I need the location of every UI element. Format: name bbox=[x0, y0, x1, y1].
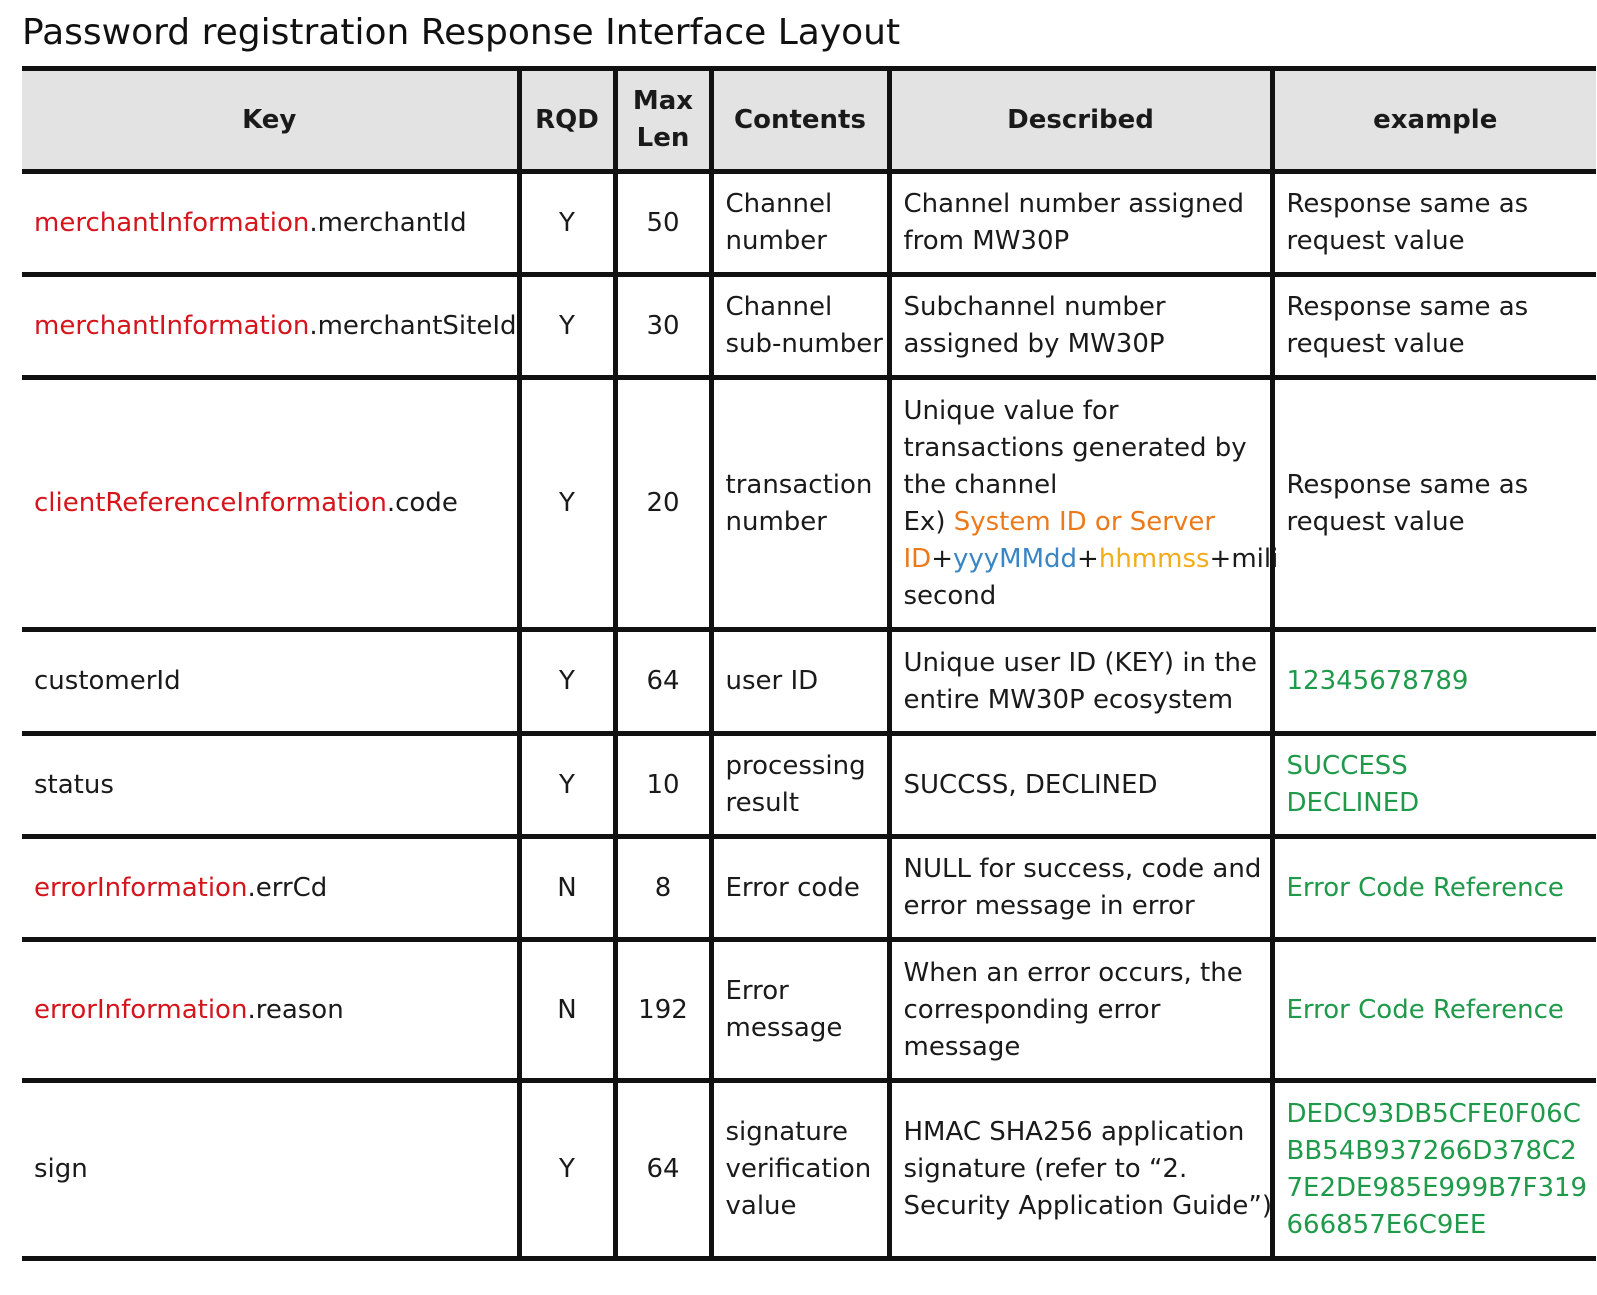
key-suffix: .merchantSiteId bbox=[309, 310, 517, 341]
page-title: Password registration Response Interface Layout bbox=[22, 12, 901, 53]
example-line: 12345678789 bbox=[1286, 666, 1469, 696]
key-suffix: .code bbox=[386, 488, 458, 518]
described-line: error message in error bbox=[903, 891, 1195, 921]
table-row bbox=[22, 1081, 1596, 1259]
max-len-cell: 8 bbox=[615, 837, 711, 940]
described-line: second bbox=[903, 580, 997, 611]
contents-line: transaction bbox=[725, 469, 873, 500]
example-line: request value bbox=[1286, 226, 1465, 256]
contents-cell bbox=[711, 940, 889, 1081]
described-cell bbox=[889, 630, 1272, 734]
header-max-len bbox=[615, 69, 711, 172]
contents-line: value bbox=[725, 1191, 797, 1221]
example-line: Response same as bbox=[1286, 189, 1529, 219]
contents-line: Error code bbox=[725, 872, 860, 903]
key-prefix: merchantInformation bbox=[34, 207, 310, 238]
contents-line: processing bbox=[725, 751, 866, 781]
contents-cell bbox=[711, 378, 889, 630]
described-cell bbox=[889, 940, 1272, 1081]
example-cell bbox=[1272, 734, 1596, 837]
described-line: SUCCSS, DECLINED bbox=[903, 769, 1158, 800]
header-described: Described bbox=[889, 69, 1272, 172]
rqd-cell: N bbox=[519, 837, 615, 940]
key-cell bbox=[22, 172, 519, 275]
example-cell bbox=[1272, 837, 1596, 940]
example-line: Response same as bbox=[1286, 469, 1529, 500]
header-key: Key bbox=[22, 69, 519, 172]
header-max-len-line1: Max bbox=[632, 86, 694, 116]
key-prefix: merchantInformation bbox=[34, 310, 310, 341]
max-len-cell: 30 bbox=[615, 275, 711, 378]
described-example-line bbox=[904, 504, 1258, 541]
rqd-cell: Y bbox=[519, 275, 615, 378]
contents-line: Error bbox=[725, 976, 789, 1006]
described-cell bbox=[889, 378, 1279, 630]
contents-line: message bbox=[725, 1013, 843, 1043]
described-cell bbox=[889, 734, 1272, 837]
example-line: BB54B937266D378C2 bbox=[1286, 1135, 1577, 1166]
max-len-cell: 50 bbox=[615, 172, 711, 275]
described-line: HMAC SHA256 application bbox=[903, 1117, 1245, 1147]
contents-cell bbox=[711, 630, 889, 734]
key-prefix: clientReferenceInformation bbox=[34, 488, 387, 518]
ex-system-id: System ID or Server bbox=[953, 506, 1216, 537]
key-cell bbox=[22, 837, 519, 940]
ex-label: Ex) bbox=[903, 506, 954, 537]
contents-line: sub-number bbox=[725, 329, 883, 359]
described-cell bbox=[889, 172, 1272, 275]
contents-line: Channel bbox=[725, 292, 833, 322]
contents-line: signature bbox=[725, 1117, 848, 1147]
described-line: message bbox=[903, 1031, 1021, 1062]
max-len-cell: 192 bbox=[615, 940, 711, 1081]
described-line: NULL for success, code and bbox=[903, 854, 1262, 884]
contents-cell bbox=[711, 172, 889, 275]
table-header-row bbox=[22, 69, 1596, 172]
ex-system-id-end: ID bbox=[903, 543, 932, 574]
rqd-cell: Y bbox=[519, 734, 615, 837]
contents-line: number bbox=[725, 226, 827, 256]
header-rqd: RQD bbox=[519, 69, 615, 172]
key-cell bbox=[22, 940, 519, 1081]
described-line: Channel number assigned bbox=[903, 189, 1244, 219]
example-cell bbox=[1272, 630, 1596, 734]
key-suffix: .errCd bbox=[247, 872, 328, 903]
example-line: 666857E6C9EE bbox=[1286, 1209, 1487, 1240]
contents-line: Channel bbox=[725, 189, 833, 219]
key-prefix: errorInformation bbox=[34, 994, 248, 1025]
described-line: Unique value for bbox=[903, 395, 1119, 426]
contents-line: verification bbox=[725, 1154, 872, 1184]
example-line: Response same as bbox=[1286, 292, 1529, 322]
ex-plus: + bbox=[1077, 543, 1099, 574]
interface-layout-table bbox=[22, 66, 1596, 1261]
rqd-cell: Y bbox=[519, 630, 615, 734]
contents-line: result bbox=[725, 788, 800, 818]
described-cell bbox=[889, 275, 1272, 378]
example-line: DEDC93DB5CFE0F06C bbox=[1286, 1098, 1581, 1129]
described-cell bbox=[889, 837, 1272, 940]
rqd-cell: Y bbox=[519, 172, 615, 275]
rqd-cell: N bbox=[519, 940, 615, 1081]
described-line: signature (refer to “2. bbox=[903, 1154, 1188, 1184]
contents-cell bbox=[711, 1081, 889, 1259]
example-line: 7E2DE985E999B7F319 bbox=[1286, 1172, 1588, 1203]
ex-date: yyyMMdd bbox=[953, 543, 1078, 574]
ex-plus: + bbox=[931, 543, 953, 574]
described-line: corresponding error bbox=[903, 994, 1161, 1025]
described-line: assigned by MW30P bbox=[903, 329, 1165, 359]
key-cell bbox=[22, 378, 519, 630]
example-line: SUCCESS bbox=[1286, 751, 1408, 781]
contents-line: number bbox=[725, 506, 827, 537]
example-cell bbox=[1272, 378, 1596, 630]
example-line: request value bbox=[1286, 329, 1465, 359]
described-line: from MW30P bbox=[903, 226, 1070, 256]
example-line: Error Code Reference bbox=[1286, 994, 1564, 1025]
ex-time: hhmmss bbox=[1098, 543, 1210, 574]
contents-cell bbox=[711, 837, 889, 940]
max-len-cell: 10 bbox=[615, 734, 711, 837]
described-format-line bbox=[903, 541, 1279, 578]
key-cell bbox=[22, 275, 519, 378]
example-cell bbox=[1272, 275, 1596, 378]
table-row bbox=[22, 630, 1596, 734]
contents-cell bbox=[711, 275, 889, 378]
described-line: entire MW30P ecosystem bbox=[903, 684, 1234, 715]
example-cell bbox=[1272, 940, 1596, 1081]
example-line: request value bbox=[1286, 506, 1465, 537]
key-cell: sign bbox=[22, 1081, 519, 1259]
max-len-cell: 64 bbox=[615, 630, 711, 734]
table-row bbox=[22, 734, 1596, 837]
key-cell: status bbox=[22, 734, 519, 837]
example-cell bbox=[1272, 172, 1596, 275]
table-row bbox=[22, 837, 1596, 940]
described-line: transactions generated by bbox=[903, 432, 1247, 463]
described-line: Subchannel number bbox=[903, 292, 1166, 322]
contents-cell bbox=[711, 734, 889, 837]
max-len-cell: 20 bbox=[615, 378, 711, 630]
header-example: example bbox=[1272, 69, 1596, 172]
key-suffix: .reason bbox=[247, 994, 344, 1025]
described-line: When an error occurs, the bbox=[903, 957, 1243, 988]
contents-line: user ID bbox=[725, 666, 819, 696]
key-cell: customerId bbox=[22, 630, 519, 734]
described-line: Unique user ID (KEY) in the bbox=[903, 647, 1257, 678]
described-line: Security Application Guide”) bbox=[903, 1191, 1273, 1221]
header-max-len-line2: Len bbox=[636, 123, 690, 153]
described-line: the channel bbox=[903, 469, 1058, 500]
ex-tail: +mili bbox=[1209, 543, 1279, 574]
header-contents: Contents bbox=[711, 69, 889, 172]
rqd-cell: Y bbox=[519, 378, 615, 630]
table-row bbox=[22, 378, 1596, 630]
table-row bbox=[22, 275, 1596, 378]
example-line: DECLINED bbox=[1286, 788, 1420, 818]
table-row bbox=[22, 940, 1596, 1081]
rqd-cell: Y bbox=[519, 1081, 615, 1259]
example-cell bbox=[1272, 1081, 1596, 1259]
max-len-cell: 64 bbox=[615, 1081, 711, 1259]
key-prefix: errorInformation bbox=[34, 872, 248, 903]
example-line: Error Code Reference bbox=[1286, 872, 1564, 903]
described-cell bbox=[889, 1081, 1272, 1259]
key-suffix: .merchantId bbox=[309, 207, 467, 238]
table-row bbox=[22, 172, 1596, 275]
